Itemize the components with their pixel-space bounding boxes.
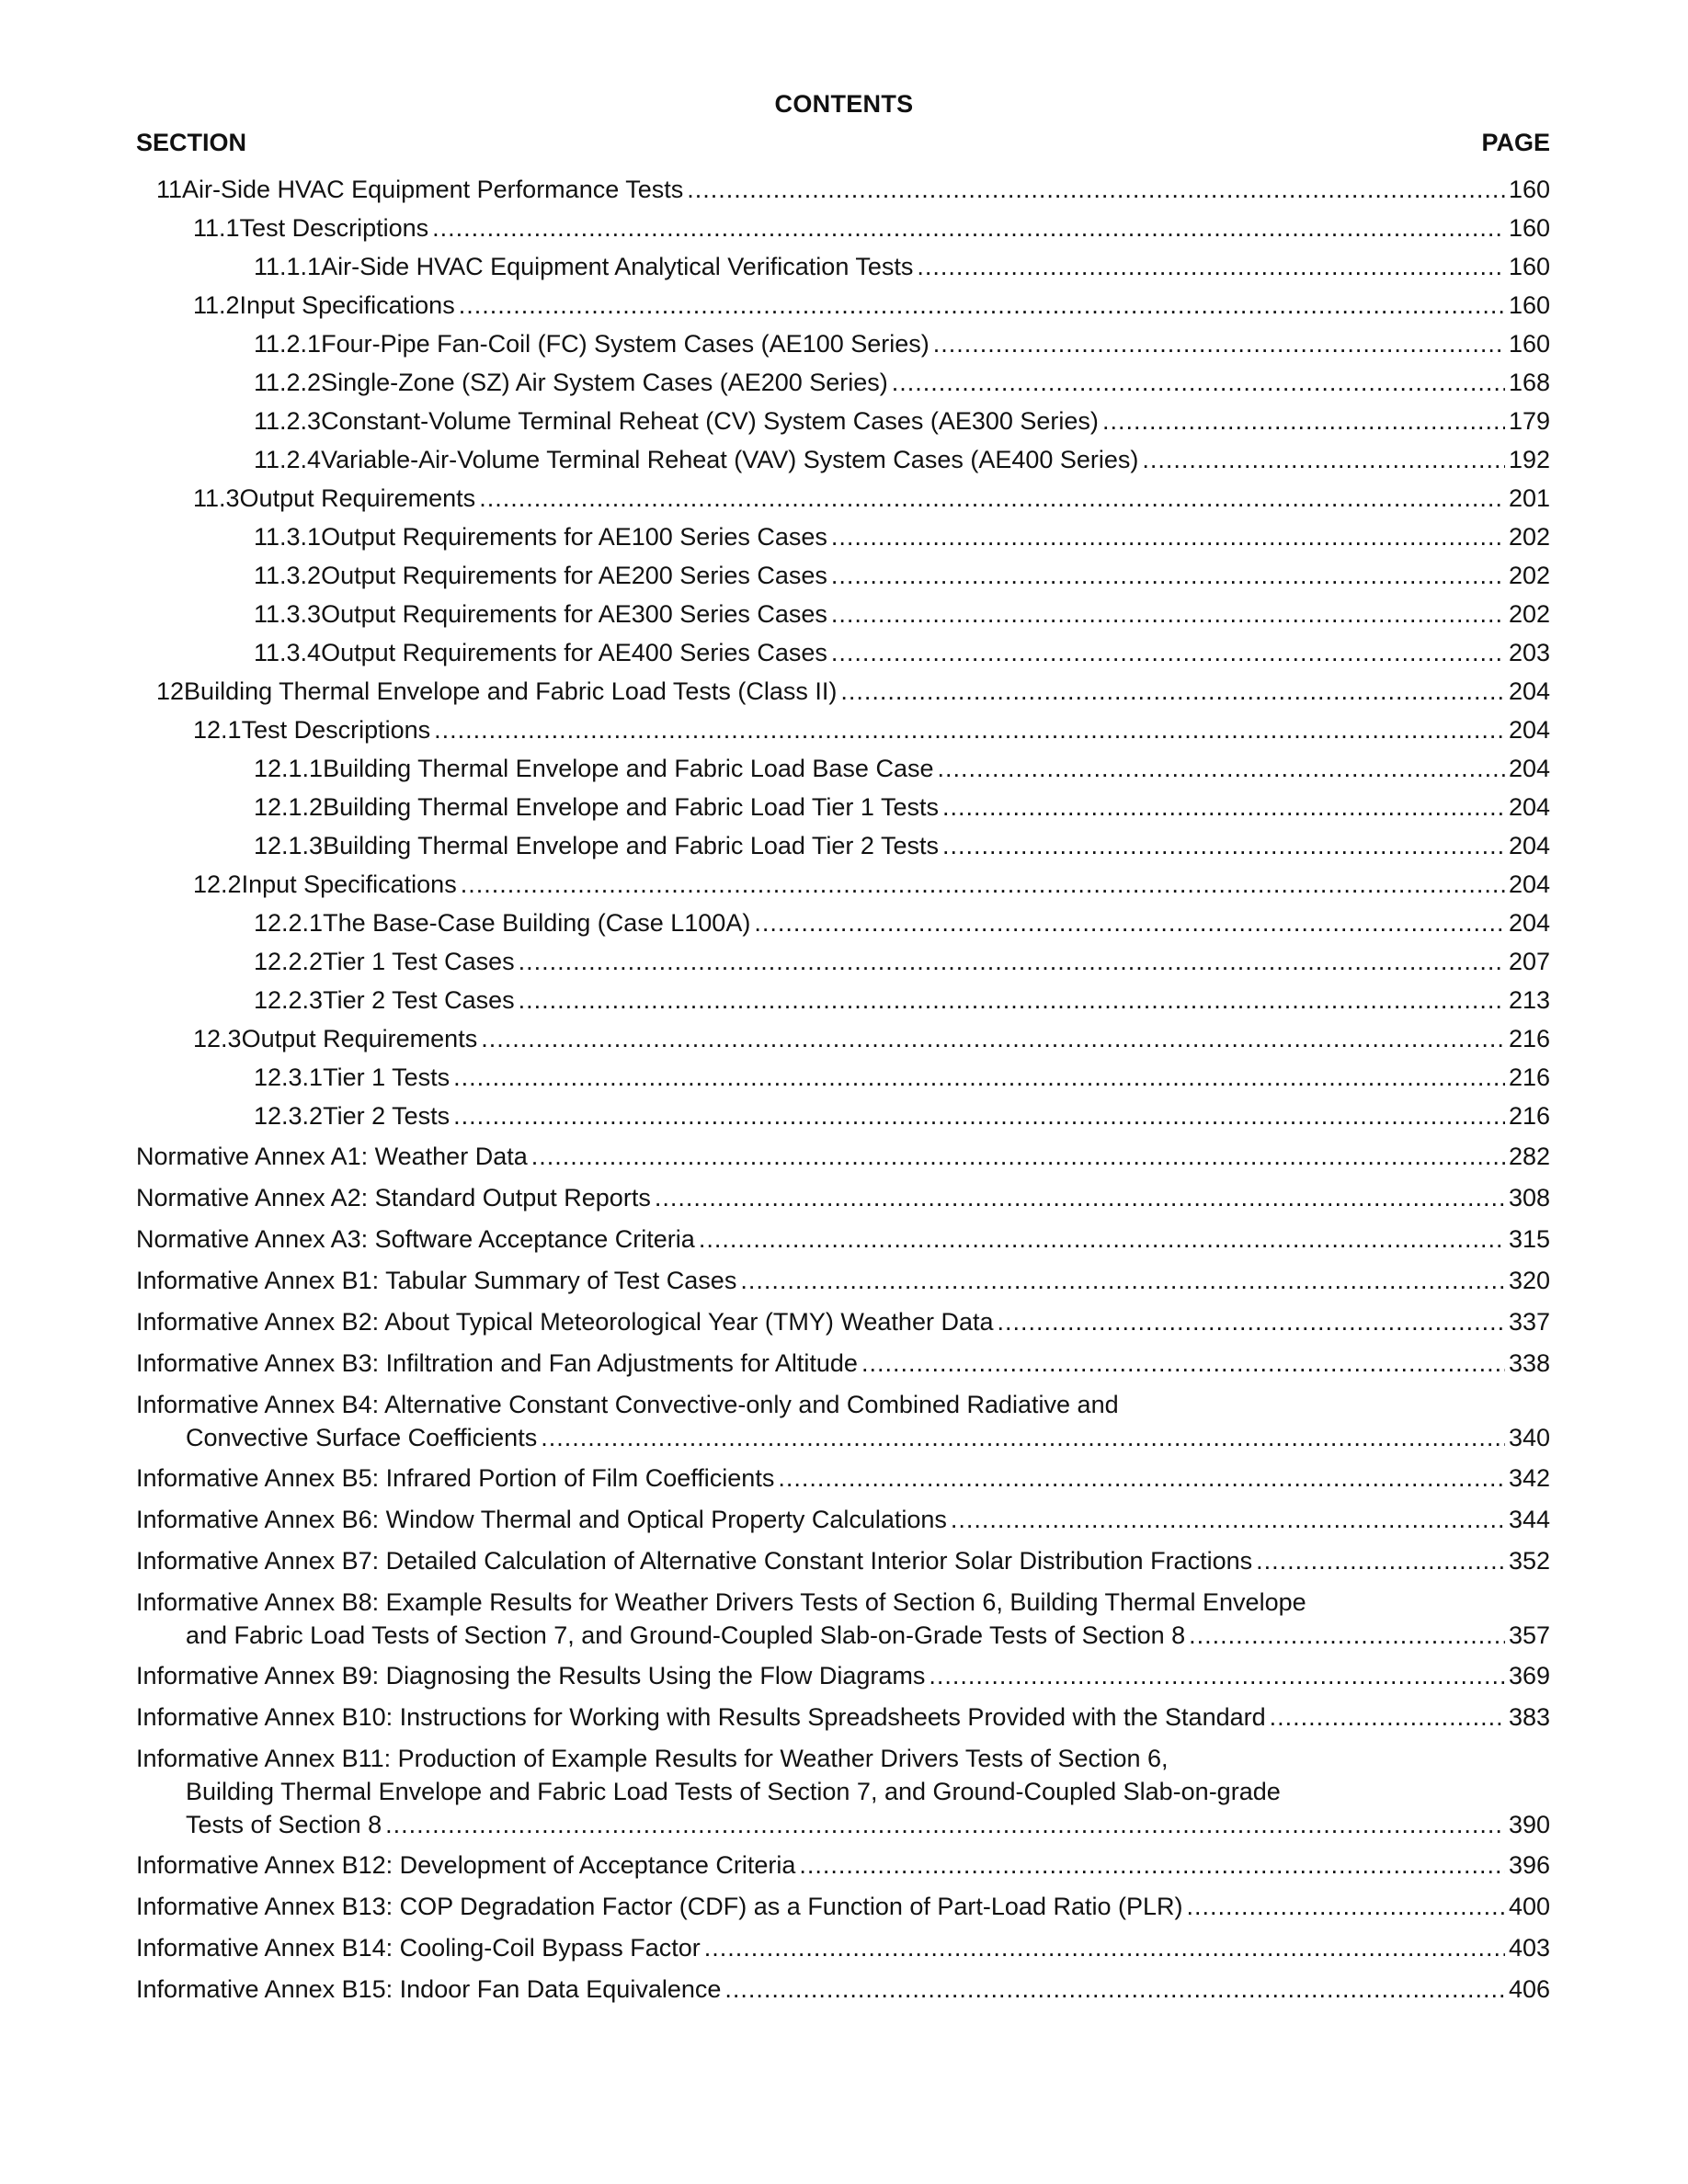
dot-leader (385, 1808, 1505, 1841)
toc-entry[interactable] (193, 482, 1550, 515)
toc-entry-number: 12.2.1 (254, 909, 324, 937)
dot-leader (1102, 404, 1505, 438)
annex-title-line: Informative Annex B10: Instructions for Working with Results Spreadsheets Provided with the Standard (136, 1703, 1266, 1731)
dot-leader (453, 1061, 1505, 1094)
toc-entry-title: Four-Pipe Fan-Coil (FC) System Cases (AE100 Series) (321, 330, 930, 358)
dot-leader (778, 1462, 1505, 1495)
toc-entry[interactable] (193, 868, 1550, 901)
annex-title-line: Informative Annex B12: Development of Acceptance Criteria (136, 1851, 796, 1879)
dot-leader (687, 173, 1505, 206)
toc-entry[interactable] (193, 1022, 1550, 1055)
toc-entry[interactable] (254, 984, 1550, 1017)
annex-title-line: Informative Annex B14: Cooling-Coil Bypass Factor (136, 1934, 701, 1962)
dot-leader (461, 868, 1505, 901)
toc-entry[interactable] (254, 1099, 1550, 1132)
annex-entry[interactable] (136, 1659, 1550, 1692)
annex-title-line: Informative Annex B9: Diagnosing the Results Using the Flow Diagrams (136, 1662, 926, 1689)
toc-entry-number: 11.3.1 (254, 523, 322, 551)
annex-entry[interactable] (136, 1140, 1550, 1173)
dot-leader (831, 636, 1505, 669)
toc-entry-number: 12.2.2 (254, 948, 324, 975)
toc-entry-number: 12.2 (193, 870, 242, 898)
annex-page: 337 (1508, 1308, 1550, 1336)
toc-entry-title: Output Requirements for AE300 Series Cases (321, 600, 827, 628)
toc-entry-number: 11.2.3 (254, 407, 322, 435)
dot-leader (724, 1973, 1505, 2006)
dot-leader (1142, 443, 1505, 476)
dot-leader (942, 829, 1505, 862)
toc-entry-title: Tier 1 Tests (323, 1064, 451, 1091)
toc-entry-page: 160 (1508, 253, 1550, 280)
annex-title-line: Informative Annex B8: Example Results for Weather Drivers Tests of Section 6, Building Thermal Envelope (136, 1588, 1306, 1616)
annex-page: 315 (1508, 1225, 1550, 1253)
dot-leader (541, 1421, 1505, 1454)
toc-entry-title: The Base-Case Building (Case L100A) (323, 909, 751, 937)
dot-leader (704, 1931, 1505, 1964)
toc-entry-number: 11.3.3 (254, 600, 322, 628)
toc-entry-number: 11.2 (193, 291, 240, 319)
toc-entry-page: 168 (1508, 369, 1550, 396)
toc-entry[interactable] (254, 752, 1550, 785)
dot-leader (740, 1264, 1505, 1297)
toc-entry-page: 204 (1508, 677, 1550, 705)
toc-entry-number: 11.3.2 (254, 562, 322, 589)
toc-entry[interactable] (156, 173, 1550, 206)
toc-entry-page: 204 (1508, 793, 1550, 821)
dot-leader (519, 984, 1505, 1017)
toc-entry-number: 12.1 (193, 716, 242, 744)
toc-entry-title: Tier 2 Tests (323, 1102, 451, 1130)
toc-entry-page: 204 (1508, 755, 1550, 782)
annex-title-line: Tests of Section 8 (186, 1811, 382, 1838)
dot-leader (655, 1181, 1505, 1214)
toc-entry-title: Building Thermal Envelope and Fabric Load Tier 1 Tests (323, 793, 939, 821)
toc-entry-page: 160 (1508, 214, 1550, 242)
toc-entry[interactable] (254, 1061, 1550, 1094)
dot-leader (531, 1140, 1505, 1173)
toc-entry-page: 207 (1508, 948, 1550, 975)
toc-entry-page: 160 (1508, 330, 1550, 358)
annex-page: 357 (1508, 1621, 1550, 1649)
toc-entry[interactable] (254, 945, 1550, 978)
toc-entry-page: 204 (1508, 870, 1550, 898)
toc-entry[interactable] (156, 675, 1550, 708)
annex-entry[interactable] (136, 1388, 1550, 1454)
toc-entry-title: Air-Side HVAC Equipment Analytical Verification Tests (321, 253, 914, 280)
dot-leader (754, 906, 1505, 939)
annex-page: 344 (1508, 1506, 1550, 1533)
annex-title-line: Informative Annex B13: COP Degradation Factor (CDF) as a Function of Part-Load Ratio (PLR) (136, 1893, 1183, 1920)
toc-entry-title: Air-Side HVAC Equipment Performance Tests (182, 176, 684, 203)
dot-leader (831, 559, 1505, 592)
toc-entry-number: 11.1 (193, 214, 240, 242)
toc-entry-page: 202 (1508, 523, 1550, 551)
section-column-header: SECTION (136, 129, 247, 156)
dot-leader (699, 1223, 1505, 1256)
toc-entry-title: Tier 1 Test Cases (323, 948, 515, 975)
toc-entry[interactable] (254, 597, 1550, 631)
toc-entry-number: 12.3.2 (254, 1102, 324, 1130)
annex-page: 396 (1508, 1851, 1550, 1879)
toc-entry-title: Building Thermal Envelope and Fabric Load Tier 2 Tests (323, 832, 939, 859)
toc-entry-page: 216 (1508, 1064, 1550, 1091)
annex-title-line: Normative Annex A1: Weather Data (136, 1143, 528, 1170)
annex-title-line: and Fabric Load Tests of Section 7, and Ground-Coupled Slab-on-Grade Tests of Section 8 (186, 1621, 1186, 1649)
toc-entry-title: Variable-Air-Volume Terminal Reheat (VAV) System Cases (AE400 Series) (321, 446, 1139, 473)
dot-leader (831, 597, 1505, 631)
dot-leader (519, 945, 1505, 978)
annex-title-line: Building Thermal Envelope and Fabric Load Tests of Section 7, and Ground-Coupled Slab-on-grade (186, 1778, 1281, 1805)
dot-leader (453, 1099, 1505, 1132)
toc-entry-number: 11.3.4 (254, 639, 322, 666)
toc-entry-number: 11.2.1 (254, 330, 322, 358)
annex-title-line: Informative Annex B7: Detailed Calculation of Alternative Constant Interior Solar Distribution Fractions (136, 1547, 1253, 1575)
toc-entry-page: 204 (1508, 832, 1550, 859)
toc-entry-number: 12.1.3 (254, 832, 324, 859)
toc-entry[interactable] (254, 636, 1550, 669)
annex-page: 308 (1508, 1184, 1550, 1211)
annex-title-line: Informative Annex B15: Indoor Fan Data Equivalence (136, 1975, 722, 2003)
dot-leader (831, 520, 1505, 553)
dot-leader (459, 289, 1505, 322)
annex-entry[interactable] (136, 1544, 1550, 1577)
toc-entry-number: 11.1.1 (254, 253, 322, 280)
annex-title-line: Convective Surface Coefficients (186, 1424, 538, 1451)
dot-leader (799, 1848, 1505, 1882)
annex-page: 340 (1508, 1424, 1550, 1451)
annex-page: 352 (1508, 1547, 1550, 1575)
toc-entry-page: 192 (1508, 446, 1550, 473)
dot-leader (933, 327, 1505, 360)
dot-leader (917, 250, 1505, 283)
dot-leader (929, 1659, 1505, 1692)
annex-page: 338 (1508, 1349, 1550, 1377)
toc-entry-page: 202 (1508, 562, 1550, 589)
annex-title-line: Informative Annex B11: Production of Example Results for Weather Drivers Tests of Section 6, (136, 1745, 1169, 1772)
annex-entry[interactable] (136, 1848, 1550, 1882)
toc-entry-page: 203 (1508, 639, 1550, 666)
toc-entry[interactable] (193, 289, 1550, 322)
dot-leader (840, 675, 1505, 708)
dot-leader (942, 791, 1505, 824)
toc-entry-title: Test Descriptions (239, 214, 429, 242)
annex-entry[interactable] (136, 1503, 1550, 1536)
toc-entry-title: Building Thermal Envelope and Fabric Load Base Case (323, 755, 934, 782)
toc-entry-number: 11.3 (193, 484, 240, 512)
annex-title-line: Informative Annex B5: Infrared Portion of Film Coefficients (136, 1464, 775, 1492)
toc-entry-page: 179 (1508, 407, 1550, 435)
annex-entry[interactable] (136, 1973, 1550, 2006)
annex-entry[interactable] (136, 1223, 1550, 1256)
toc-entry[interactable] (254, 906, 1550, 939)
toc-entry-page: 204 (1508, 716, 1550, 744)
dot-leader (479, 482, 1505, 515)
annex-entry[interactable] (136, 1586, 1550, 1652)
annex-title-line: Normative Annex A3: Software Acceptance Criteria (136, 1225, 695, 1253)
toc-entry-number: 11.2.4 (254, 446, 322, 473)
dot-leader (1256, 1544, 1505, 1577)
annex-entry[interactable] (136, 1742, 1550, 1841)
toc-entry-number: 11.2.2 (254, 369, 322, 396)
toc-entry[interactable] (254, 404, 1550, 438)
toc-entry-number: 12.1.2 (254, 793, 324, 821)
dot-leader (434, 713, 1505, 746)
toc-entry-number: 11 (156, 176, 183, 203)
toc-entry-title: Single-Zone (SZ) Air System Cases (AE200 Series) (321, 369, 888, 396)
toc-entry-page: 160 (1508, 176, 1550, 203)
annex-page: 342 (1508, 1464, 1550, 1492)
annex-title-line: Informative Annex B6: Window Thermal and Optical Property Calculations (136, 1506, 947, 1533)
annex-entry[interactable] (136, 1931, 1550, 1964)
dot-leader (892, 366, 1505, 399)
annex-page: 369 (1508, 1662, 1550, 1689)
toc-entry-title: Test Descriptions (241, 716, 431, 744)
toc-entry-title: Tier 2 Test Cases (323, 986, 515, 1014)
annex-page: 383 (1508, 1703, 1550, 1731)
toc-entry[interactable] (254, 327, 1550, 360)
annex-entry[interactable] (136, 1890, 1550, 1923)
toc-entry[interactable] (254, 250, 1550, 283)
dot-leader (937, 752, 1504, 785)
annex-entry[interactable] (136, 1701, 1550, 1734)
page-column-header: PAGE (1481, 129, 1550, 156)
dot-leader (432, 211, 1505, 245)
annex-page: 400 (1508, 1893, 1550, 1920)
toc-entry-page: 202 (1508, 600, 1550, 628)
annex-page: 403 (1508, 1934, 1550, 1962)
annex-title-line: Informative Annex B4: Alternative Constant Convective-only and Combined Radiative and (136, 1391, 1119, 1418)
annex-page: 406 (1508, 1975, 1550, 2003)
annex-entry[interactable] (136, 1347, 1550, 1380)
annex-title-line: Informative Annex B3: Infiltration and Fan Adjustments for Altitude (136, 1349, 858, 1377)
toc-entry-number: 12.3 (193, 1025, 242, 1052)
toc-entry[interactable] (193, 713, 1550, 746)
page-title: CONTENTS (774, 90, 914, 118)
toc-entry-title: Output Requirements for AE400 Series Cases (321, 639, 827, 666)
annex-entry[interactable] (136, 1462, 1550, 1495)
toc-entry[interactable] (254, 791, 1550, 824)
toc-entry-title: Output Requirements (241, 1025, 478, 1052)
toc-entry[interactable] (254, 520, 1550, 553)
toc-entry-page: 213 (1508, 986, 1550, 1014)
dot-leader (861, 1347, 1505, 1380)
toc-entry[interactable] (254, 559, 1550, 592)
dot-leader (1189, 1619, 1505, 1652)
dot-leader (1187, 1890, 1505, 1923)
toc-entry-title: Output Requirements (239, 484, 476, 512)
toc-entry-number: 12.2.3 (254, 986, 324, 1014)
annex-title-line: Informative Annex B2: About Typical Meteorological Year (TMY) Weather Data (136, 1308, 994, 1336)
toc-entry-page: 204 (1508, 909, 1550, 937)
annex-title-line: Normative Annex A2: Standard Output Reports (136, 1184, 651, 1211)
annex-entry[interactable] (136, 1264, 1550, 1297)
toc-entry-title: Output Requirements for AE200 Series Cases (321, 562, 827, 589)
toc-entry-number: 12.1.1 (254, 755, 324, 782)
toc-entry-title: Constant-Volume Terminal Reheat (CV) System Cases (AE300 Series) (321, 407, 1099, 435)
toc-entry-title: Output Requirements for AE100 Series Cases (321, 523, 827, 551)
toc-entry-title: Building Thermal Envelope and Fabric Load Tests (Class II) (184, 677, 838, 705)
toc-entry-title: Input Specifications (239, 291, 455, 319)
dot-leader (481, 1022, 1505, 1055)
annex-page: 390 (1508, 1811, 1550, 1838)
toc-entry-number: 12.3.1 (254, 1064, 324, 1091)
dot-leader (998, 1305, 1505, 1338)
annex-entry[interactable] (136, 1181, 1550, 1214)
toc-entry[interactable] (254, 443, 1550, 476)
toc-entry[interactable] (254, 829, 1550, 862)
toc-entry-page: 201 (1508, 484, 1550, 512)
toc-entry-page: 160 (1508, 291, 1550, 319)
annex-page: 282 (1508, 1143, 1550, 1170)
annex-page: 320 (1508, 1267, 1550, 1294)
toc-entry-page: 216 (1508, 1025, 1550, 1052)
toc-entry[interactable] (254, 366, 1550, 399)
toc-entry-page: 216 (1508, 1102, 1550, 1130)
annex-entry[interactable] (136, 1305, 1550, 1338)
toc-entry-number: 12 (156, 677, 185, 705)
dot-leader (1270, 1701, 1505, 1734)
dot-leader (951, 1503, 1505, 1536)
toc-entry-title: Input Specifications (241, 870, 457, 898)
toc-entry[interactable] (193, 211, 1550, 245)
annex-title-line: Informative Annex B1: Tabular Summary of Test Cases (136, 1267, 737, 1294)
